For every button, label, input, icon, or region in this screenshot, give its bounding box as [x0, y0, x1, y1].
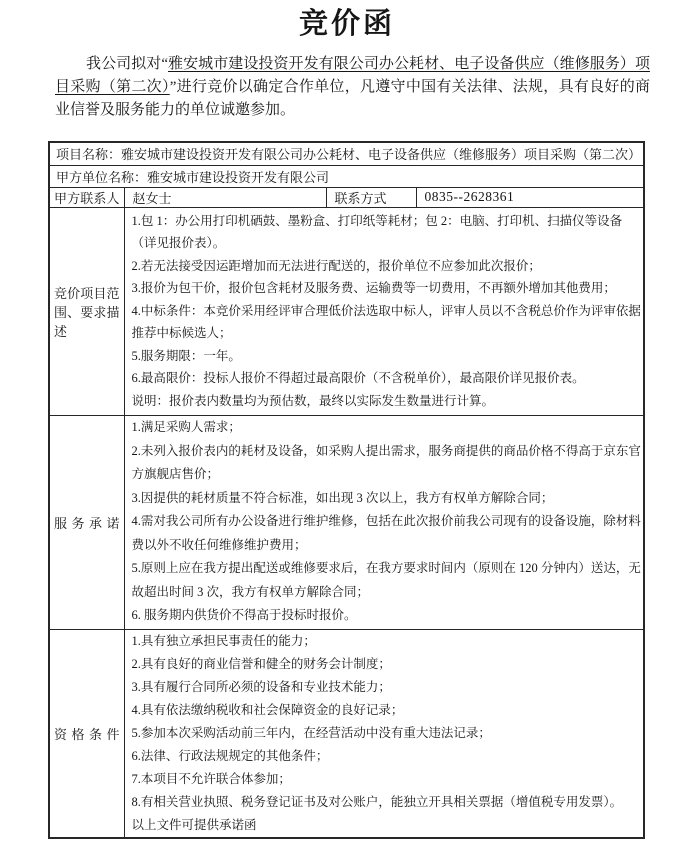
- contact-row: [49, 187, 644, 207]
- content-line: 3.具有履行合同所必须的设备和专业技术能力；: [131, 679, 391, 694]
- content-line: 3.因提供的耗材质量不符合标准，如出现 3 次以上，我方有权单方解除合同；: [131, 490, 554, 505]
- service-label-cell: 服务承诺: [49, 415, 124, 629]
- content-line: 2.未列入报价表内的耗材及设备，如采购人提出需求，服务商提供的商品价格不得高于京东官方旗舰店售价；: [131, 443, 641, 482]
- intro-suffix: ”进行竞价以确定合作单位，凡遵守中国有关法律、法规，具有良好的商业信誉及服务能力的单位诚邀参加。: [55, 79, 650, 118]
- content-line: 6.最高限价：投标人报价不得超过最高限价（不含税单价），最高限价详见报价表。: [131, 371, 585, 386]
- party-a-value: 雅安城市建设投资开发有限公司: [147, 169, 330, 185]
- party-a-row: [49, 165, 644, 187]
- project-name-underline: 雅安城市建设投资开发有限公司办公耗材、电子设备供应（维修服务）项目采购（第二次）: [55, 56, 650, 95]
- service-row: [49, 415, 644, 629]
- contact-phone-cell: 0835--2628361: [416, 187, 644, 207]
- project-name-value: 雅安城市建设投资开发有限公司办公耗材、电子设备供应（维修服务）项目采购（第二次）: [121, 147, 642, 163]
- content-line: 6. 服务期内供货价不得高于投标时报价。: [131, 608, 357, 623]
- content-line: 2.若无法接受因运距增加而无法进行配送的，报价单位不应参加此次报价；: [131, 258, 541, 273]
- party-a-cell: [49, 165, 644, 187]
- contact-label-cell: 甲方联系人: [49, 187, 124, 207]
- content-line: 说明：报价表内数量均为预估数，最终以实际发生数量进行计算。: [131, 393, 495, 408]
- content-line: 1.具有独立承担民事责任的能力；: [131, 633, 316, 648]
- party-a-label: 甲方单位名称：: [56, 169, 148, 185]
- content-line: 5.原则上应在我方提出配送或维修要求后，在我方要求时间内（原则在 120 分钟内）送达，无故超出时间 3 次，我方有权单方解除合同；: [131, 561, 641, 599]
- contact-name-cell: 赵女士: [124, 187, 326, 207]
- contact-method-label-cell: 联系方式: [326, 187, 416, 207]
- bid-table: [48, 141, 645, 839]
- content-line: 5.参加本次采购活动前三年内，在经营活动中没有重大违法记录；: [131, 725, 491, 740]
- content-line: 6.法律、行政法规规定的其他条件；: [131, 748, 329, 763]
- scope-content-cell: [124, 207, 644, 415]
- intro-prefix: 我公司拟对“: [86, 56, 168, 72]
- content-line: 4.中标条件：本竞价采用经评审合理低价法选取中标人，评审人员以不含税总价作为评审依据推荐中标候选人；: [131, 303, 641, 341]
- project-name-row: [49, 142, 644, 165]
- content-line: 2.具有良好的商业信誉和健全的财务会计制度；: [131, 656, 391, 671]
- qualification-row: [49, 629, 644, 838]
- project-name-label: 项目名称：: [56, 147, 122, 163]
- qualification-label-cell: 资格条件: [49, 629, 124, 838]
- scope-row: [49, 207, 644, 415]
- content-line: 3.报价为包干价，报价包含耗材及服务费、运输费等一切费用，不再额外增加其他费用；: [131, 281, 616, 296]
- content-line: 5.服务期限：一年。: [131, 348, 241, 363]
- content-line: 1.包 1：办公用打印机硒鼓、墨粉盒、打印纸等耗材；包 2：电脑、打印机、扫描仪等设备（详见报价表）。: [131, 213, 623, 251]
- content-line: 4.具有依法缴纳税收和社会保障资金的良好记录；: [131, 702, 404, 717]
- scope-label-cell: 竞价项目范围、要求描述: [49, 207, 124, 415]
- project-name-cell: [49, 142, 644, 165]
- content-line: 1.满足采购人需求；: [131, 420, 241, 435]
- intro-paragraph: [55, 53, 650, 122]
- service-content-cell: [124, 415, 644, 629]
- content-line: 7.本项目不允许联合体参加；: [131, 771, 291, 786]
- content-line: 4.需对我公司所有办公设备进行维护维修，包括在此次报价前我公司现有的设备设施，除材料费以外不收任何维修维护费用；: [131, 514, 641, 552]
- page-title: 竞价函: [298, 8, 395, 40]
- content-line: 8.有相关营业执照、税务登记证书及对公账户，能独立开具相关票据（增值税专用发票）。: [131, 794, 623, 809]
- qualification-content-cell: [124, 629, 644, 838]
- content-line: 以上文件可提供承诺函: [131, 817, 257, 832]
